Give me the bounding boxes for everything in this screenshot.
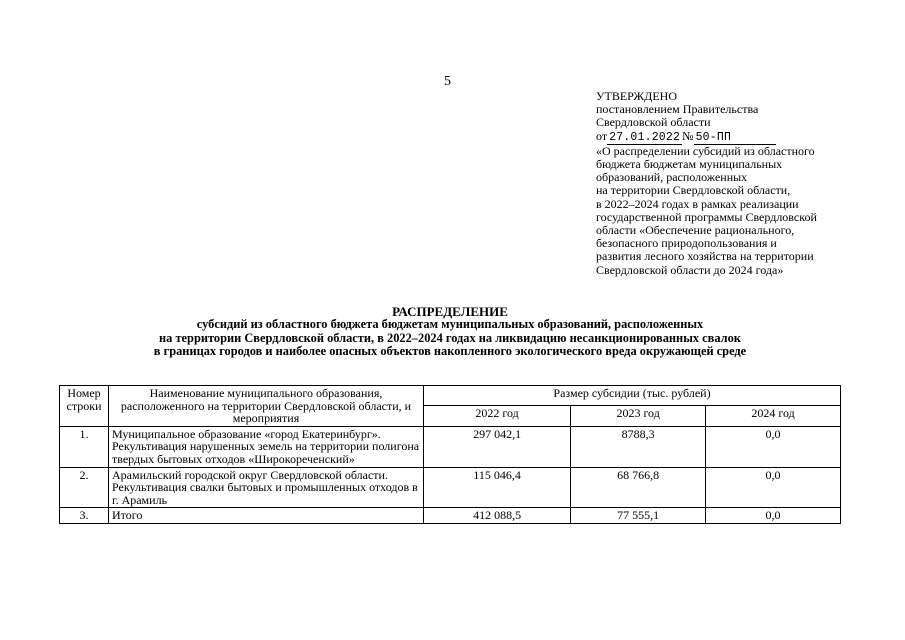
row-value-2024: 0,0 [706, 426, 841, 467]
table-row [60, 426, 841, 467]
row-value-2023: 8788,3 [571, 426, 706, 467]
number-sign: № [682, 128, 694, 143]
approval-subtitle-line: бюджета бюджетам муниципальных [596, 157, 783, 172]
approval-subtitle-line: на территории Свердловской области, [596, 183, 791, 198]
approval-subtitle-line: образований, расположенных [596, 170, 748, 185]
header-year: 2024 год [706, 406, 841, 426]
row-number: 2. [60, 467, 109, 508]
title-line: на территории Свердловской области, в 2022–2024 годах на ликвидацию несанкционированных свалок [159, 330, 741, 345]
approval-subtitle-line: области «Обеспечение рационального, [596, 223, 795, 238]
row-name: Итого [109, 508, 424, 524]
document-title [60, 305, 840, 359]
table-row [60, 467, 841, 508]
row-name: Муниципальное образование «город Екатеринбург». Рекультивация нарушенных земель на территории полигона твердых бытовых отходов «Широкореченский» [109, 426, 424, 467]
row-value-2023: 68 766,8 [571, 467, 706, 508]
row-value-2022: 115 046,4 [424, 467, 571, 508]
row-value-2024: 0,0 [706, 508, 841, 524]
approval-subtitle-line: безопасного природопользования и [596, 236, 777, 251]
approval-line: постановлением Правительства [596, 102, 759, 117]
header-name: Наименование муниципального образования, расположенного на территории Свердловской области, и мероприятия [109, 386, 424, 427]
title-main: РАСПРЕДЕЛЕНИЕ [392, 304, 508, 319]
approval-subtitle-line: Свердловской области до 2024 года» [596, 262, 784, 277]
header-number: Номер строки [60, 386, 109, 427]
approval-heading: УТВЕРЖДЕНО [596, 89, 678, 103]
approval-subtitle-line: в 2022–2024 годах в рамках реализации [596, 196, 799, 211]
header-year: 2022 год [424, 406, 571, 426]
approval-subtitle-line: развития лесного хозяйства на территории [596, 249, 814, 264]
title-line: субсидий из областного бюджета бюджетам муниципальных образований, расположенных [196, 317, 704, 332]
row-value-2023: 77 555,1 [571, 508, 706, 524]
approval-subtitle-line: «О распределении субсидий из областного [596, 143, 815, 158]
row-value-2024: 0,0 [706, 467, 841, 508]
approval-date: 27.01.2022 [609, 130, 681, 144]
row-number: 3. [60, 508, 109, 524]
approval-stamp [596, 90, 846, 277]
approval-subtitle-line: государственной программы Свердловской [596, 209, 817, 224]
row-value-2022: 412 088,5 [424, 508, 571, 524]
page-number: 5 [444, 74, 451, 89]
row-value-2022: 297 042,1 [424, 426, 571, 467]
row-name: Арамильский городской округ Свердловской области. Рекультивация свалки бытовых и промышленных отходов в г. Арамиль [109, 467, 424, 508]
approval-date-line [596, 130, 846, 145]
row-number: 1. [60, 426, 109, 467]
table-row [60, 508, 841, 524]
header-year: 2023 год [571, 406, 706, 426]
title-line: в границах городов и наиболее опасных объектов накопленного экологического вреда окружающей среде [153, 344, 747, 359]
header-subsidy: Размер субсидии (тыс. рублей) [424, 386, 841, 406]
approval-line: Свердловской области [596, 115, 711, 130]
approval-number: 50-ПП [695, 130, 732, 144]
date-prefix: от [596, 128, 608, 143]
subsidy-table [59, 385, 841, 524]
